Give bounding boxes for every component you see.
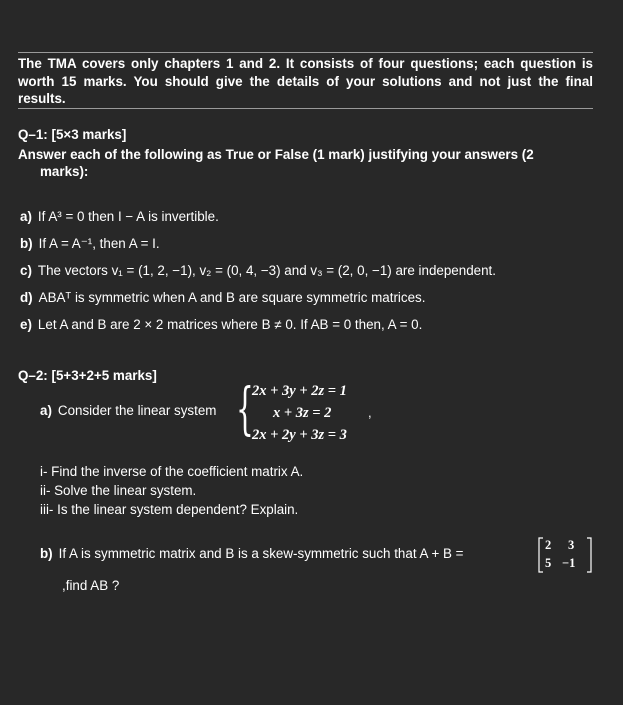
intro-paragraph: The TMA covers only chapters 1 and 2. It consists of four questions; each question is worth 15 marks. You should give the details of your solutions and not just the final results. (18, 56, 593, 106)
matrix-cell-21: 5 (545, 556, 552, 570)
system-brace: { (236, 377, 254, 442)
matrix-cell-22: −1 (562, 556, 576, 570)
matrix-cell-12: 3 (568, 538, 575, 552)
q2a-subpart-1: i- Find the inverse of the coefficient matrix A. (40, 464, 304, 479)
bottom-divider (18, 108, 593, 109)
q1-item-e: e) Let A and B are 2 × 2 matrices where B ≠ 0. If AB = 0 then, A = 0. (20, 317, 423, 332)
q2a-subpart-3: iii- Is the linear system dependent? Explain. (40, 502, 299, 517)
q2b-continuation: ,find AB ? (62, 578, 120, 593)
q1-item-a-text: If A³ = 0 then I − A is invertible. (37, 209, 219, 224)
equation-2: x + 3z = 2 (273, 405, 332, 421)
q1-item-b: b) If A = A⁻¹, then A = I. (20, 236, 160, 251)
q1-item-e-text: Let A and B are 2 × 2 matrices where B ≠ 0. If AB = 0 then, A = 0. (37, 317, 423, 332)
q2a-subpart-2: ii- Solve the linear system. (40, 483, 197, 498)
q2b-text: If A is symmetric matrix and B is a skew-symmetric such that A + B = (58, 546, 464, 561)
top-divider (18, 52, 593, 53)
system-comma: , (368, 405, 372, 420)
q2b-text-line: b) If A is symmetric matrix and B is a skew-symmetric such that A + B = (40, 546, 464, 561)
q2-title: Q–2: [5+3+2+5 marks] (18, 368, 157, 383)
equation-3: 2x + 2y + 3z = 3 (252, 427, 347, 443)
q1-title: Q–1: [5×3 marks] (18, 127, 127, 142)
q1-item-d: d) ABAᵀ is symmetric when A and B are square symmetric matrices. (20, 290, 426, 305)
equation-1: 2x + 3y + 2z = 1 (252, 383, 347, 399)
q2a-intro: a) Consider the linear system (40, 403, 217, 418)
q1-instruction: Answer each of the following as True or False (1 mark) justifying your answers (2 marks): (18, 147, 534, 179)
q1-item-a: a) If A³ = 0 then I − A is invertible. (20, 209, 219, 224)
q1-item-c-text: The vectors v₁ = (1, 2, −1), v₂ = (0, 4, −3) and v₃ = (2, 0, −1) are independent. (37, 263, 496, 278)
matrix-cell-11: 2 (545, 538, 552, 552)
q2a-text: Consider the linear system (57, 403, 217, 418)
q1-item-b-text: If A = A⁻¹, then A = I. (38, 236, 160, 251)
q1-item-c: c) The vectors v₁ = (1, 2, −1), v₂ = (0, 4, −3) and v₃ = (2, 0, −1) are independent. (20, 263, 496, 278)
q1-item-d-text: ABAᵀ is symmetric when A and B are square symmetric matrices. (38, 290, 426, 305)
